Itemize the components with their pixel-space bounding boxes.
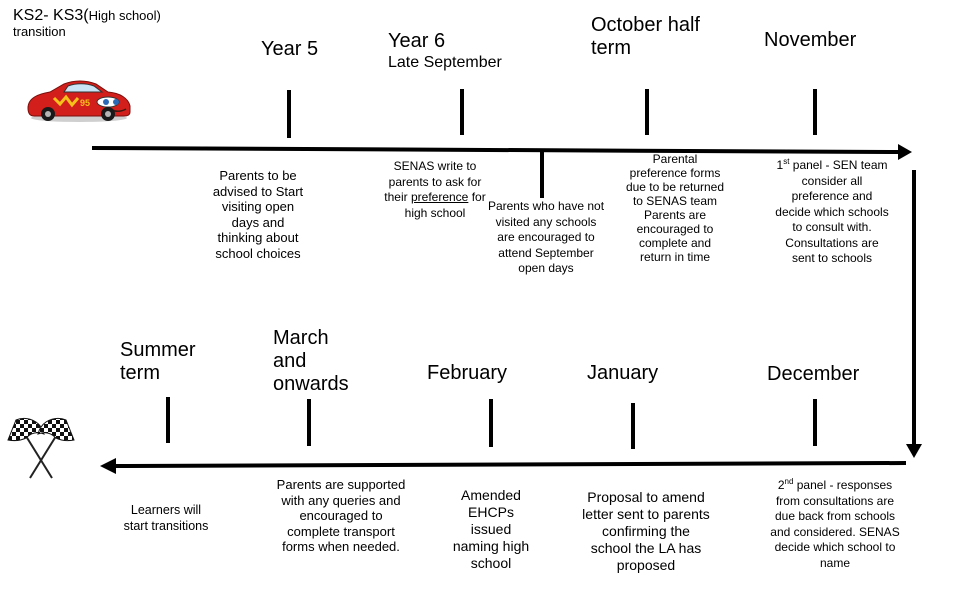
tick-february bbox=[489, 399, 493, 447]
desc-january: Proposal to amend letter sent to parents confirming the school the LA has proposed bbox=[582, 489, 710, 573]
desc-february: Amended EHCPs issued naming high school bbox=[452, 487, 530, 571]
heading-year6: Year 6 bbox=[388, 30, 446, 52]
heading-summer-term: Summer term bbox=[120, 339, 196, 384]
bottom-arrow-head bbox=[100, 458, 116, 474]
tick-october bbox=[645, 89, 649, 135]
tick-december bbox=[813, 399, 817, 446]
title-small: High school) bbox=[88, 8, 161, 23]
tick-september-open-days bbox=[540, 150, 544, 198]
tick-january bbox=[631, 403, 635, 449]
desc-year5: Parents to be advised to Start visiting open days and thinking about school choices bbox=[212, 168, 304, 261]
tick-march bbox=[307, 399, 311, 446]
desc-november: 1st panel - SEN team consider all preference and decide which schools to consult with. Consultations are sent to schools bbox=[775, 157, 889, 265]
heading-january: January bbox=[587, 362, 659, 384]
subheading-late-september: Late September bbox=[388, 54, 502, 71]
tick-summer-term bbox=[166, 397, 170, 443]
title-main: KS2- KS3( bbox=[13, 7, 89, 24]
desc-march-onwards: Parents are supported with any queries and encouraged to complete transport forms when needed. bbox=[276, 477, 406, 554]
top-timeline-line bbox=[92, 148, 900, 152]
heading-year5: Year 5 bbox=[261, 38, 319, 60]
desc-year6: SENAS write to parents to ask for their preference for high school bbox=[384, 159, 486, 220]
heading-december: December bbox=[767, 363, 860, 385]
heading-march-onwards: March and onwards bbox=[273, 327, 349, 395]
title-line2: transition bbox=[13, 24, 66, 39]
heading-october-half-term: October half term bbox=[591, 14, 700, 59]
heading-february: February bbox=[427, 362, 508, 384]
svg-text:95: 95 bbox=[80, 98, 91, 108]
down-arrow-head bbox=[906, 444, 922, 458]
top-arrow-head bbox=[898, 144, 912, 160]
desc-december: 2nd panel - responses from consultations are due back from schools and considered. SENAS decide which school to name bbox=[770, 477, 900, 570]
bottom-timeline-line bbox=[114, 463, 906, 466]
tick-year6 bbox=[460, 89, 464, 135]
desc-october: Parental preference forms due to be returned to SENAS team Parents are encouraged to complete and return in time bbox=[625, 152, 725, 264]
desc-september-open-days: Parents who have not visited any schools are encouraged to attend September open days bbox=[487, 199, 605, 275]
tick-november bbox=[813, 89, 817, 135]
tick-year5 bbox=[287, 90, 291, 138]
heading-november: November bbox=[764, 29, 857, 51]
desc-summer-term: Learners will start transitions bbox=[123, 503, 209, 533]
